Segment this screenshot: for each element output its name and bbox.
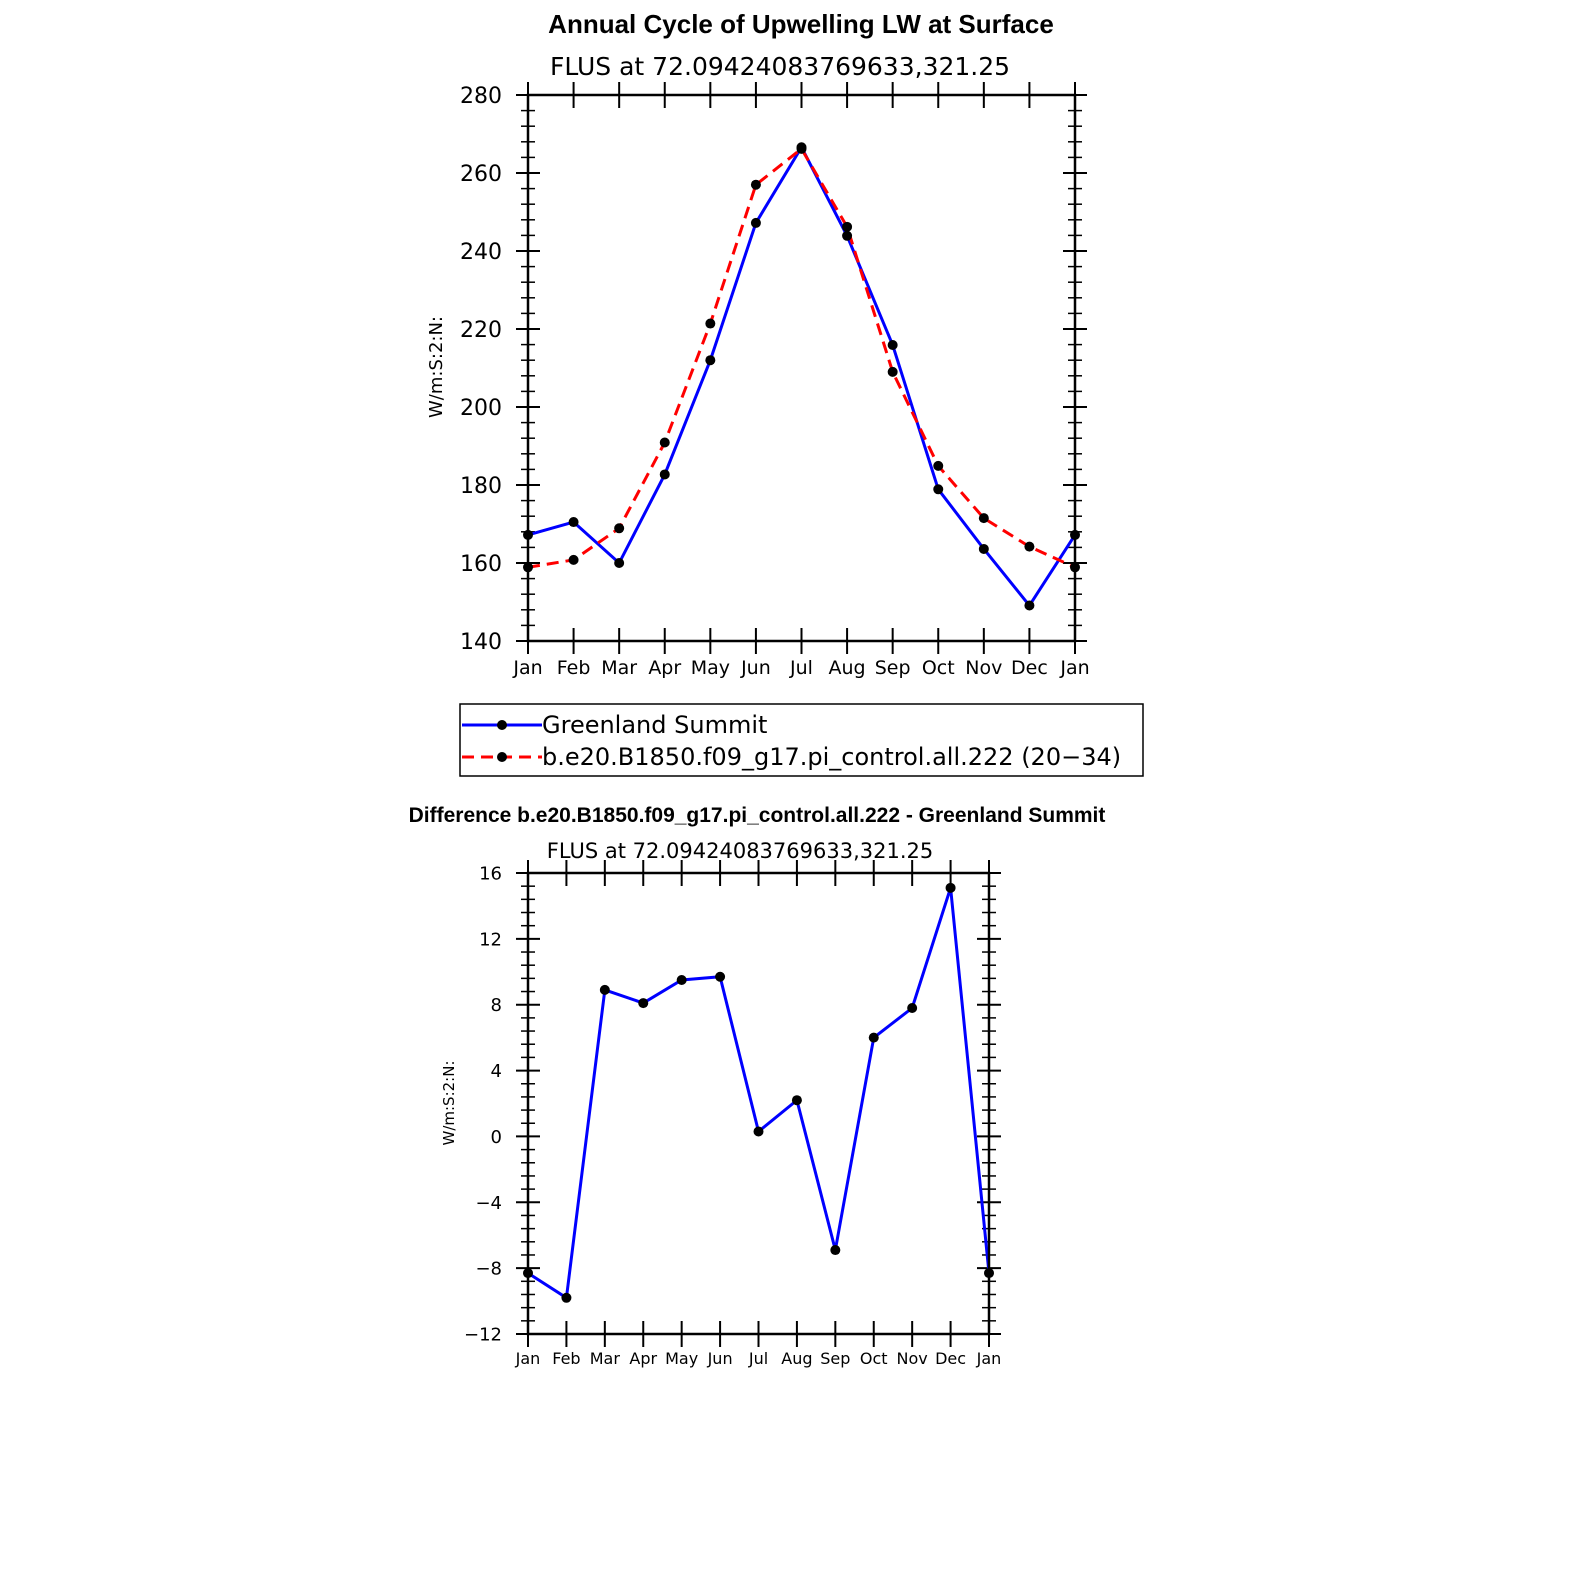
chart1-series-line-2 (528, 149, 1075, 567)
chart2-title: Difference b.e20.B1850.f09_g17.pi_control.all.222 - Greenland Summit (408, 804, 1106, 827)
chart2-x-tick-label: Jul (748, 1349, 769, 1368)
chart2-x-tick-label: Jan (515, 1349, 541, 1368)
chart1-y-tick-label: 240 (460, 239, 502, 265)
chart2-x-tick-label: May (665, 1349, 699, 1368)
chart2-x-tick-label: Sep (820, 1349, 851, 1368)
chart1-legend (460, 704, 1143, 776)
chart1-series2-point (569, 555, 579, 565)
chart1-y-tick-label: 160 (460, 551, 502, 577)
chart1-series1-point (888, 340, 898, 350)
chart1-series1-point (842, 231, 852, 241)
chart2-series1-point (907, 1003, 917, 1013)
chart2-x-tick-label: Jan (976, 1349, 1002, 1368)
chart2-y-tick-label: 8 (490, 995, 502, 1017)
chart1-series2-point (614, 523, 624, 533)
chart2-series1-point (600, 985, 610, 995)
chart1-series1-point (660, 469, 670, 479)
chart2-series1-point (638, 998, 648, 1008)
chart2-y-tick-label: 12 (479, 929, 502, 951)
legend-swatch-marker (497, 720, 507, 730)
chart1-x-tick-label: Jan (513, 657, 543, 679)
chart1-x-tick-label: Jul (790, 657, 813, 679)
chart1-series2-point (797, 144, 807, 154)
chart1-series2-point (1024, 542, 1034, 552)
chart1-series1-point (1024, 601, 1034, 611)
chart2-y-tick-label: 4 (490, 1061, 502, 1083)
difference-chart (409, 804, 1106, 1368)
chart1-y-tick-label: 220 (460, 317, 502, 343)
chart1-series1-point (751, 218, 761, 228)
chart1-series-line-1 (528, 147, 1075, 605)
chart2-series1-point (754, 1126, 764, 1136)
chart2-series-line-1 (528, 888, 989, 1298)
chart1-title: Annual Cycle of Upwelling LW at Surface (548, 9, 1054, 39)
legend-swatch-marker (497, 752, 507, 762)
chart1-x-tick-label: Jan (1060, 657, 1090, 679)
chart1-series2-point (888, 367, 898, 377)
chart2-x-tick-label: Jun (707, 1349, 733, 1368)
chart1-x-tick-label: Mar (601, 657, 638, 679)
chart2-series1-point (946, 883, 956, 893)
chart1-series2-point (842, 222, 852, 232)
legend-label-series1: Greenland Summit (542, 711, 768, 739)
chart2-x-tick-label: Feb (552, 1349, 581, 1368)
chart1-y-tick-label: 140 (460, 629, 502, 655)
chart2-subtitle: FLUS at 72.09424083769633,321.25 (546, 839, 934, 863)
chart1-series2-point (660, 437, 670, 447)
chart2-x-tick-label: Aug (781, 1349, 813, 1368)
chart1-series1-point (614, 558, 624, 568)
chart1-series1-point (979, 544, 989, 554)
chart2-x-tick-label: Mar (589, 1349, 620, 1368)
chart1-x-tick-label: Nov (965, 657, 1003, 679)
chart1-series2-point (751, 180, 761, 190)
legend-item-pi-control (462, 743, 1121, 771)
chart2-x-tick-label: Dec (935, 1349, 967, 1368)
chart2-y-tick-label: 0 (490, 1126, 502, 1148)
chart2-series1-point (561, 1293, 571, 1303)
chart2-series1-point (715, 972, 725, 982)
chart1-x-tick-label: May (690, 657, 730, 679)
chart1-series2-point (705, 319, 715, 329)
chart2-x-tick-label: Apr (629, 1349, 658, 1368)
chart1-x-tick-label: Jun (741, 657, 771, 679)
chart2-y-tick-label: −8 (475, 1258, 502, 1280)
chart2-x-tick-label: Oct (859, 1349, 888, 1368)
annual-cycle-chart (426, 9, 1090, 679)
chart1-y-tick-label: 200 (460, 395, 502, 421)
chart1-series1-point (705, 355, 715, 365)
chart1-series2-point (979, 513, 989, 523)
chart1-subtitle: FLUS at 72.09424083769633,321.25 (549, 52, 1011, 81)
chart1-x-tick-label: Dec (1011, 657, 1048, 679)
chart2-x-tick-label: Nov (896, 1349, 928, 1368)
chart1-series2-point (933, 461, 943, 471)
chart1-series1-point (933, 484, 943, 494)
chart1-x-tick-label: Apr (648, 657, 682, 679)
chart2-plot-frame (528, 873, 989, 1334)
chart1-x-tick-label: Aug (828, 657, 866, 679)
chart1-x-tick-label: Feb (556, 657, 591, 679)
chart2-ylabel: W/m:S:2:N: (440, 1060, 458, 1146)
legend-label-series2: b.e20.B1850.f09_g17.pi_control.all.222 (20−34) (542, 743, 1122, 771)
chart2-series1-point (792, 1095, 802, 1105)
chart2-series1-point (869, 1033, 879, 1043)
chart2-y-tick-label: −4 (475, 1192, 502, 1214)
chart1-x-tick-label: Oct (921, 657, 955, 679)
chart1-series1-point (569, 517, 579, 527)
chart2-series1-point (830, 1245, 840, 1255)
chart2-series1-point (677, 975, 687, 985)
chart1-y-tick-label: 260 (460, 161, 502, 187)
chart1-y-tick-label: 280 (460, 83, 502, 109)
chart1-y-tick-label: 180 (460, 473, 502, 499)
chart2-y-tick-label: −12 (464, 1324, 502, 1346)
chart1-x-tick-label: Sep (874, 657, 911, 679)
chart1-ylabel: W/m:S:2:N: (426, 316, 447, 418)
chart2-y-tick-label: 16 (479, 863, 502, 885)
